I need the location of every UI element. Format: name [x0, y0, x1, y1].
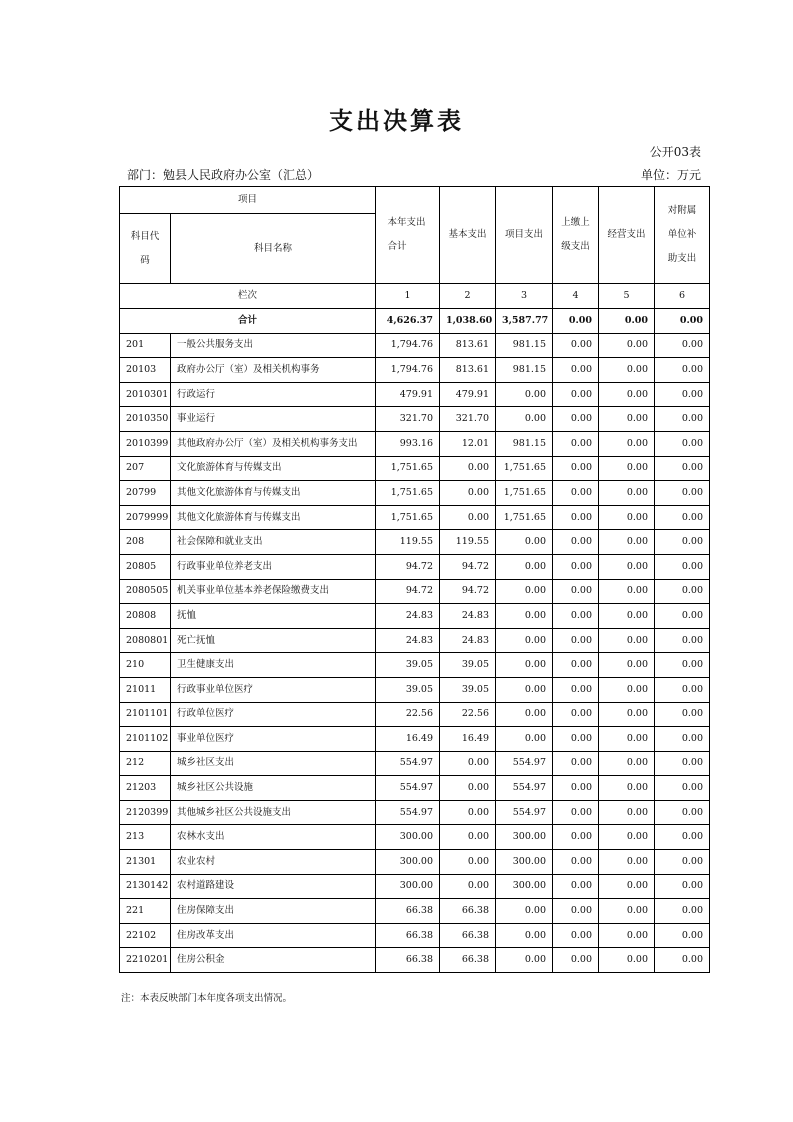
amount-cell: 0.00	[553, 407, 599, 432]
amount-cell: 0.00	[599, 899, 655, 924]
amount-cell: 0.00	[440, 751, 496, 776]
amount-cell: 554.97	[496, 800, 553, 825]
table-row	[120, 874, 710, 899]
amount-cell: 119.55	[440, 530, 496, 555]
amount-cell: 0.00	[599, 702, 655, 727]
header-code: 科目代码	[120, 214, 171, 284]
amount-cell: 24.83	[376, 628, 440, 653]
amount-cell: 554.97	[376, 776, 440, 801]
amount-cell: 1,751.65	[496, 481, 553, 506]
total-value: 3,587.77	[496, 309, 553, 334]
amount-cell: 0.00	[655, 727, 710, 752]
amount-cell: 0.00	[440, 776, 496, 801]
amount-cell: 0.00	[553, 825, 599, 850]
amount-cell: 0.00	[496, 628, 553, 653]
amount-cell: 0.00	[599, 628, 655, 653]
amount-cell: 813.61	[440, 333, 496, 358]
amount-cell: 0.00	[655, 702, 710, 727]
amount-cell: 0.00	[655, 800, 710, 825]
amount-cell: 0.00	[440, 850, 496, 875]
amount-cell: 300.00	[496, 825, 553, 850]
amount-cell: 24.83	[376, 604, 440, 629]
amount-cell: 0.00	[655, 776, 710, 801]
amount-cell: 479.91	[440, 382, 496, 407]
amount-cell: 0.00	[496, 554, 553, 579]
amount-cell: 66.38	[440, 923, 496, 948]
amount-cell: 0.00	[655, 481, 710, 506]
subject-name: 其他城乡社区公共设施支出	[171, 800, 376, 825]
amount-cell: 0.00	[553, 702, 599, 727]
table-row	[120, 677, 710, 702]
amount-cell: 0.00	[440, 874, 496, 899]
amount-cell: 0.00	[599, 407, 655, 432]
subject-name: 农村道路建设	[171, 874, 376, 899]
amount-cell: 0.00	[496, 604, 553, 629]
amount-cell: 22.56	[376, 702, 440, 727]
subject-code: 20805	[120, 554, 171, 579]
subject-name: 其他政府办公厅（室）及相关机构事务支出	[171, 431, 376, 456]
amount-cell: 0.00	[599, 530, 655, 555]
subject-code: 2080801	[120, 628, 171, 653]
amount-cell: 0.00	[553, 554, 599, 579]
total-value: 1,038.60	[440, 309, 496, 334]
table-row	[120, 776, 710, 801]
amount-cell: 0.00	[553, 505, 599, 530]
amount-cell: 0.00	[553, 628, 599, 653]
unit-label: 单位：万元	[640, 168, 701, 182]
amount-cell: 0.00	[655, 505, 710, 530]
amount-cell: 0.00	[553, 776, 599, 801]
total-value: 0.00	[553, 309, 599, 334]
amount-cell: 0.00	[599, 431, 655, 456]
amount-cell: 554.97	[496, 776, 553, 801]
table-row	[120, 899, 710, 924]
amount-cell: 12.01	[440, 431, 496, 456]
table-row	[120, 825, 710, 850]
subject-name: 城乡社区支出	[171, 751, 376, 776]
amount-cell: 39.05	[440, 653, 496, 678]
header-project: 项目支出	[496, 187, 553, 284]
subject-code: 2210201	[120, 948, 171, 973]
subject-code: 212	[120, 751, 171, 776]
subject-name: 卫生健康支出	[171, 653, 376, 678]
amount-cell: 0.00	[440, 825, 496, 850]
expenditure-table	[119, 186, 710, 973]
subject-name: 住房保障支出	[171, 899, 376, 924]
amount-cell: 1,794.76	[376, 358, 440, 383]
subject-name: 其他文化旅游体育与传媒支出	[171, 481, 376, 506]
subject-name: 行政单位医疗	[171, 702, 376, 727]
amount-cell: 0.00	[599, 825, 655, 850]
amount-cell: 66.38	[376, 923, 440, 948]
amount-cell: 0.00	[496, 899, 553, 924]
amount-cell: 300.00	[376, 874, 440, 899]
amount-cell: 66.38	[440, 899, 496, 924]
subject-name: 事业运行	[171, 407, 376, 432]
table-row	[120, 333, 710, 358]
amount-cell: 0.00	[655, 825, 710, 850]
amount-cell: 981.15	[496, 358, 553, 383]
table-row	[120, 579, 710, 604]
subject-name: 城乡社区公共设施	[171, 776, 376, 801]
amount-cell: 66.38	[376, 948, 440, 973]
amount-cell: 0.00	[553, 948, 599, 973]
subject-code: 2120399	[120, 800, 171, 825]
amount-cell: 0.00	[440, 481, 496, 506]
amount-cell: 0.00	[599, 358, 655, 383]
subject-name: 农业农村	[171, 850, 376, 875]
amount-cell: 16.49	[376, 727, 440, 752]
subject-code: 2010350	[120, 407, 171, 432]
amount-cell: 0.00	[553, 751, 599, 776]
column-number: 5	[599, 284, 655, 309]
subject-name: 一般公共服务支出	[171, 333, 376, 358]
amount-cell: 0.00	[553, 431, 599, 456]
header-subsidy: 对附属单位补助支出	[655, 187, 710, 284]
table-row	[120, 702, 710, 727]
amount-cell: 300.00	[496, 850, 553, 875]
table-row	[120, 751, 710, 776]
amount-cell: 0.00	[553, 800, 599, 825]
amount-cell: 0.00	[655, 850, 710, 875]
page-title: 支出决算表	[329, 107, 464, 135]
subject-code: 22102	[120, 923, 171, 948]
subject-name: 行政事业单位养老支出	[171, 554, 376, 579]
amount-cell: 0.00	[655, 579, 710, 604]
header-total: 本年支出合计	[376, 187, 440, 284]
subject-name: 其他文化旅游体育与传媒支出	[171, 505, 376, 530]
table-row	[120, 407, 710, 432]
amount-cell: 0.00	[655, 530, 710, 555]
subject-code: 20808	[120, 604, 171, 629]
amount-cell: 554.97	[376, 800, 440, 825]
amount-cell: 1,751.65	[496, 505, 553, 530]
amount-cell: 0.00	[553, 727, 599, 752]
amount-cell: 0.00	[553, 481, 599, 506]
column-number: 2	[440, 284, 496, 309]
amount-cell: 0.00	[553, 874, 599, 899]
subject-name: 事业单位医疗	[171, 727, 376, 752]
amount-cell: 300.00	[376, 825, 440, 850]
subject-code: 2010301	[120, 382, 171, 407]
header-business: 经营支出	[599, 187, 655, 284]
amount-cell: 0.00	[553, 899, 599, 924]
amount-cell: 0.00	[599, 554, 655, 579]
amount-cell: 0.00	[599, 579, 655, 604]
table-row	[120, 948, 710, 973]
amount-cell: 0.00	[599, 751, 655, 776]
amount-cell: 0.00	[553, 456, 599, 481]
column-number: 4	[553, 284, 599, 309]
amount-cell: 1,751.65	[376, 456, 440, 481]
total-value: 0.00	[655, 309, 710, 334]
amount-cell: 0.00	[599, 677, 655, 702]
amount-cell: 554.97	[496, 751, 553, 776]
amount-cell: 1,751.65	[376, 481, 440, 506]
table-row	[120, 923, 710, 948]
table-row	[120, 530, 710, 555]
subject-name: 政府办公厅（室）及相关机构事务	[171, 358, 376, 383]
amount-cell: 1,794.76	[376, 333, 440, 358]
table-row	[120, 505, 710, 530]
amount-cell: 0.00	[496, 382, 553, 407]
subject-code: 21203	[120, 776, 171, 801]
amount-cell: 0.00	[599, 505, 655, 530]
subject-code: 2079999	[120, 505, 171, 530]
amount-cell: 0.00	[655, 382, 710, 407]
amount-cell: 0.00	[599, 382, 655, 407]
amount-cell: 0.00	[599, 653, 655, 678]
subject-name: 社会保障和就业支出	[171, 530, 376, 555]
amount-cell: 22.56	[440, 702, 496, 727]
table-row	[120, 850, 710, 875]
amount-cell: 0.00	[599, 456, 655, 481]
amount-cell: 0.00	[655, 604, 710, 629]
table-row	[120, 358, 710, 383]
amount-cell: 0.00	[553, 604, 599, 629]
header-item: 项目	[120, 187, 376, 214]
amount-cell: 0.00	[599, 800, 655, 825]
amount-cell: 0.00	[496, 530, 553, 555]
amount-cell: 300.00	[376, 850, 440, 875]
subject-name: 行政运行	[171, 382, 376, 407]
lanci-label: 栏次	[120, 284, 376, 309]
table-row	[120, 456, 710, 481]
amount-cell: 0.00	[496, 702, 553, 727]
amount-cell: 0.00	[655, 948, 710, 973]
subject-code: 213	[120, 825, 171, 850]
amount-cell: 0.00	[440, 456, 496, 481]
amount-cell: 0.00	[553, 358, 599, 383]
total-label: 合计	[120, 309, 376, 334]
amount-cell: 39.05	[376, 677, 440, 702]
amount-cell: 554.97	[376, 751, 440, 776]
amount-cell: 0.00	[553, 382, 599, 407]
amount-cell: 0.00	[655, 554, 710, 579]
amount-cell: 0.00	[496, 948, 553, 973]
amount-cell: 813.61	[440, 358, 496, 383]
total-value: 0.00	[599, 309, 655, 334]
subject-code: 21301	[120, 850, 171, 875]
amount-cell: 0.00	[496, 407, 553, 432]
amount-cell: 0.00	[599, 948, 655, 973]
table-row	[120, 554, 710, 579]
amount-cell: 66.38	[376, 899, 440, 924]
amount-cell: 321.70	[376, 407, 440, 432]
column-number: 1	[376, 284, 440, 309]
header-upper: 上缴上级支出	[553, 187, 599, 284]
amount-cell: 119.55	[376, 530, 440, 555]
header-name: 科目名称	[171, 214, 376, 284]
table-row	[120, 800, 710, 825]
subject-code: 2101102	[120, 727, 171, 752]
subject-code: 2010399	[120, 431, 171, 456]
amount-cell: 0.00	[655, 751, 710, 776]
subject-code: 208	[120, 530, 171, 555]
amount-cell: 0.00	[496, 653, 553, 678]
table-row	[120, 653, 710, 678]
table-row	[120, 382, 710, 407]
header-basic: 基本支出	[440, 187, 496, 284]
amount-cell: 0.00	[655, 456, 710, 481]
amount-cell: 981.15	[496, 333, 553, 358]
amount-cell: 0.00	[655, 628, 710, 653]
subject-code: 20103	[120, 358, 171, 383]
table-row	[120, 431, 710, 456]
amount-cell: 94.72	[440, 554, 496, 579]
subject-name: 住房公积金	[171, 948, 376, 973]
subject-code: 2130142	[120, 874, 171, 899]
form-number: 公开03表	[649, 145, 701, 159]
amount-cell: 0.00	[599, 727, 655, 752]
amount-cell: 981.15	[496, 431, 553, 456]
amount-cell: 0.00	[440, 505, 496, 530]
amount-cell: 0.00	[655, 653, 710, 678]
amount-cell: 0.00	[440, 800, 496, 825]
amount-cell: 0.00	[599, 481, 655, 506]
amount-cell: 0.00	[553, 653, 599, 678]
amount-cell: 321.70	[440, 407, 496, 432]
amount-cell: 0.00	[655, 431, 710, 456]
amount-cell: 0.00	[496, 727, 553, 752]
amount-cell: 0.00	[553, 677, 599, 702]
column-number: 6	[655, 284, 710, 309]
amount-cell: 0.00	[599, 874, 655, 899]
amount-cell: 0.00	[655, 899, 710, 924]
amount-cell: 0.00	[553, 923, 599, 948]
subject-code: 2080505	[120, 579, 171, 604]
amount-cell: 0.00	[553, 530, 599, 555]
subject-name: 死亡抚恤	[171, 628, 376, 653]
table-row	[120, 628, 710, 653]
total-value: 4,626.37	[376, 309, 440, 334]
amount-cell: 0.00	[599, 850, 655, 875]
column-number: 3	[496, 284, 553, 309]
subject-name: 行政事业单位医疗	[171, 677, 376, 702]
footnote: 注：本表反映部门本年度各项支出情况。	[121, 993, 293, 1004]
amount-cell: 0.00	[655, 677, 710, 702]
total-row	[120, 309, 710, 334]
subject-name: 农林水支出	[171, 825, 376, 850]
amount-cell: 0.00	[553, 579, 599, 604]
amount-cell: 1,751.65	[376, 505, 440, 530]
amount-cell: 39.05	[376, 653, 440, 678]
amount-cell: 0.00	[655, 358, 710, 383]
subject-code: 2101101	[120, 702, 171, 727]
amount-cell: 0.00	[655, 874, 710, 899]
subject-code: 201	[120, 333, 171, 358]
amount-cell: 0.00	[599, 776, 655, 801]
amount-cell: 0.00	[553, 850, 599, 875]
subject-name: 文化旅游体育与传媒支出	[171, 456, 376, 481]
amount-cell: 0.00	[655, 333, 710, 358]
amount-cell: 479.91	[376, 382, 440, 407]
amount-cell: 1,751.65	[496, 456, 553, 481]
amount-cell: 0.00	[599, 923, 655, 948]
amount-cell: 0.00	[655, 407, 710, 432]
amount-cell: 0.00	[496, 677, 553, 702]
subject-name: 住房改革支出	[171, 923, 376, 948]
amount-cell: 993.16	[376, 431, 440, 456]
subject-code: 210	[120, 653, 171, 678]
table-row	[120, 727, 710, 752]
amount-cell: 94.72	[376, 579, 440, 604]
amount-cell: 0.00	[496, 579, 553, 604]
amount-cell: 39.05	[440, 677, 496, 702]
subject-code: 20799	[120, 481, 171, 506]
subject-name: 机关事业单位基本养老保险缴费支出	[171, 579, 376, 604]
amount-cell: 300.00	[496, 874, 553, 899]
amount-cell: 0.00	[599, 604, 655, 629]
amount-cell: 24.83	[440, 628, 496, 653]
department-label: 部门：勉县人民政府办公室（汇总）	[127, 168, 320, 182]
amount-cell: 0.00	[599, 333, 655, 358]
amount-cell: 94.72	[376, 554, 440, 579]
table-row	[120, 604, 710, 629]
table-row	[120, 481, 710, 506]
amount-cell: 94.72	[440, 579, 496, 604]
amount-cell: 0.00	[496, 923, 553, 948]
subject-name: 抚恤	[171, 604, 376, 629]
amount-cell: 16.49	[440, 727, 496, 752]
subject-code: 221	[120, 899, 171, 924]
amount-cell: 24.83	[440, 604, 496, 629]
subject-code: 207	[120, 456, 171, 481]
amount-cell: 66.38	[440, 948, 496, 973]
amount-cell: 0.00	[553, 333, 599, 358]
subject-code: 21011	[120, 677, 171, 702]
amount-cell: 0.00	[655, 923, 710, 948]
